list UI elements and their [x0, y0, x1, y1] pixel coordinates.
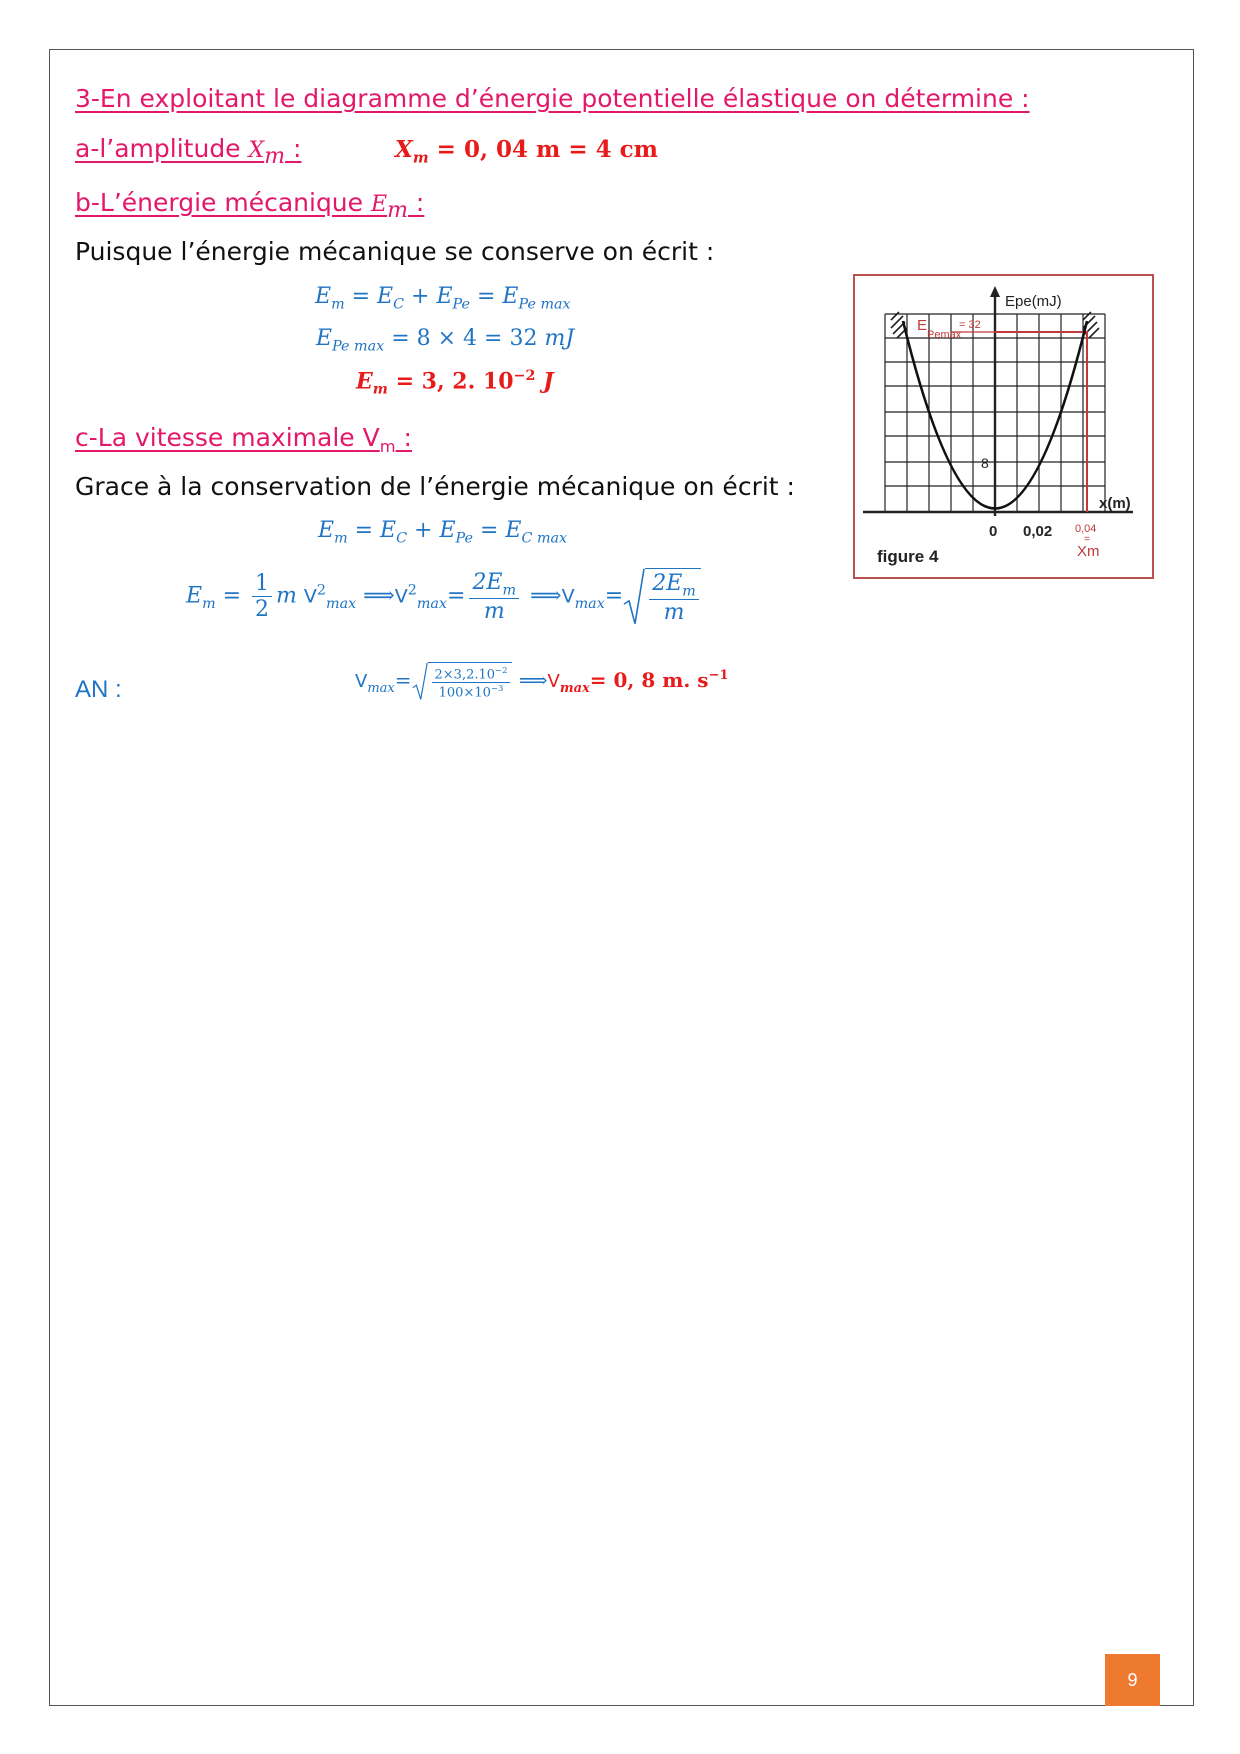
eq2-epe: E — [316, 326, 333, 351]
eq1-em-sub: m — [331, 296, 345, 313]
eq2-value: = 8 × 4 = 32 — [384, 326, 545, 351]
eq1-ec-sub: C — [393, 296, 405, 313]
x-tick-0: 0 — [989, 523, 998, 540]
veq1-equals: = — [347, 518, 381, 543]
frac-num-sub: m — [502, 581, 517, 598]
sqrt-expression — [623, 568, 701, 625]
figure-caption: figure 4 — [877, 547, 939, 566]
veq2-max2: max — [416, 596, 447, 613]
eq3-value: = 3, 2. 10 — [387, 368, 514, 395]
root-den: m — [663, 600, 685, 626]
half-den: 2 — [255, 597, 270, 623]
veq2-arrow-2: ⟹ — [523, 583, 562, 609]
veq1-ec-sub: C — [396, 530, 408, 547]
veq1-equals-2: = — [473, 518, 506, 543]
part-b-var: E — [371, 192, 388, 217]
half-fraction — [252, 571, 272, 622]
epemax-guide — [995, 332, 1087, 512]
eq1-em: E — [315, 284, 332, 309]
an-equals: = — [394, 667, 412, 692]
xm-label: Xm — [1077, 543, 1100, 560]
x-axis-label: x(m) — [1099, 495, 1131, 512]
amplitude-result — [395, 136, 658, 167]
eq2-epe-sub: Pe max — [332, 338, 385, 355]
veq1-ecmax-sub: C max — [521, 530, 568, 547]
veq1-epe: E — [439, 518, 456, 543]
part-a-colon: : — [285, 134, 302, 163]
veq1-plus: + — [407, 518, 440, 543]
veq2-max: max — [326, 596, 357, 613]
y-axis-arrow — [990, 286, 1000, 297]
part-b-label: b-L’énergie mécanique — [75, 188, 364, 217]
part-a-var: X — [248, 138, 265, 163]
an-v: V — [355, 670, 368, 692]
part-c-var: V — [362, 423, 380, 452]
figure-4 — [853, 274, 1154, 579]
amplitude-result-var: X — [395, 136, 413, 163]
eq1-ec: E — [377, 284, 394, 309]
part-b-heading — [75, 188, 424, 223]
an-result-max: max — [559, 680, 590, 696]
x-tick-004: 0,04 — [1075, 523, 1097, 535]
veq2-equals: = — [215, 583, 249, 609]
part-c-heading — [75, 423, 412, 456]
part-b-text: Puisque l’énergie mécanique se conserve on écrit : — [75, 237, 715, 266]
half-num: 1 — [252, 571, 272, 597]
eq1-epemax-sub: Pe max — [518, 296, 571, 313]
an-num-exp: −2 — [495, 665, 508, 675]
eq2-unit: mJ — [544, 326, 575, 351]
eq1-epe: E — [436, 284, 453, 309]
veq2-arrow-1: ⟹ — [356, 583, 395, 609]
part-a-heading — [75, 134, 301, 169]
veq1-em-sub: m — [334, 530, 348, 547]
energy-equation-1 — [315, 284, 571, 312]
eq1-equals: = — [344, 284, 378, 309]
section-title: 3-En exploitant le diagramme d’énergie potentielle élastique on détermine : — [75, 84, 1030, 113]
frac-den: m — [483, 598, 505, 624]
eq1-plus: + — [404, 284, 437, 309]
part-a-label: a-l’amplitude — [75, 134, 241, 163]
part-a-var-sub: m — [264, 144, 286, 169]
epemax-sub: Pemax — [927, 329, 962, 341]
amplitude-result-value: = 0, 04 m = 4 cm — [428, 136, 658, 163]
energy-equation-2 — [316, 326, 574, 354]
veq2-sq: 2 — [316, 582, 327, 599]
eq3-em-sub: m — [372, 381, 388, 398]
an-sqrt — [412, 662, 513, 701]
veq2-v3: V — [561, 585, 575, 608]
an-num: 2×3,2.10 — [434, 667, 496, 683]
frac-num: 2E — [472, 569, 503, 595]
an-den-exp: −3 — [490, 683, 504, 694]
veq1-epe-sub: Pe — [455, 530, 473, 547]
velocity-equation-1 — [318, 518, 567, 546]
x-tick-equals: = — [1084, 534, 1090, 545]
veq1-ec: E — [380, 518, 397, 543]
epemax-label: E — [917, 317, 928, 334]
eq1-equals-2: = — [470, 284, 503, 309]
amplitude-result-sub: m — [412, 148, 429, 167]
y-axis-label: Epe(mJ) — [1005, 293, 1062, 310]
veq2-em: E — [186, 583, 203, 609]
energy-mass-fraction — [469, 570, 519, 624]
an-result-exp: −1 — [708, 668, 729, 684]
an-result-value: = 0, 8 m. s — [589, 667, 709, 692]
veq2-v2: V — [394, 585, 408, 608]
an-max: max — [367, 680, 395, 696]
veq2-sq2: 2 — [407, 582, 417, 599]
root-num: 2E — [652, 571, 683, 596]
an-arrow: ⟹ — [512, 667, 548, 692]
x-tick-002: 0,02 — [1023, 523, 1053, 540]
veq2-mass: m — [276, 583, 297, 609]
velocity-equation-2 — [186, 568, 701, 625]
veq1-em: E — [318, 518, 335, 543]
veq2-equals-3: = — [447, 583, 466, 609]
veq2-em-sub: m — [202, 596, 216, 613]
veq2-max3: max — [574, 596, 605, 613]
an-label: AN : — [75, 676, 122, 703]
part-c-text: Grace à la conservation de l’énergie mécanique on écrit : — [75, 472, 795, 501]
energy-diagram — [855, 276, 1152, 577]
epemax-value: = 32 — [959, 319, 981, 331]
part-c-label: c-La vitesse maximale — [75, 423, 355, 452]
mechanical-energy-result — [356, 368, 554, 398]
an-den: 100×10 — [438, 685, 491, 701]
page-number: 9 — [1105, 1654, 1160, 1706]
part-b-colon: : — [407, 188, 425, 217]
y-tick-8: 8 — [981, 455, 989, 471]
an-result-v: V — [547, 670, 560, 692]
numerical-application — [355, 662, 729, 701]
veq2-equals-4: = — [604, 583, 624, 609]
part-c-colon: : — [395, 423, 412, 452]
veq2-v: V — [303, 585, 317, 608]
part-c-var-sub: m — [379, 437, 396, 456]
part-b-var-sub: m — [387, 198, 408, 223]
root-num-sub: m — [682, 583, 696, 600]
eq3-exp: −2 — [513, 368, 536, 384]
veq1-ecmax: E — [505, 518, 522, 543]
eq3-unit: J — [535, 368, 554, 395]
eq1-epemax: E — [502, 284, 519, 309]
eq1-epe-sub: Pe — [452, 296, 470, 313]
eq3-em: E — [356, 368, 373, 395]
